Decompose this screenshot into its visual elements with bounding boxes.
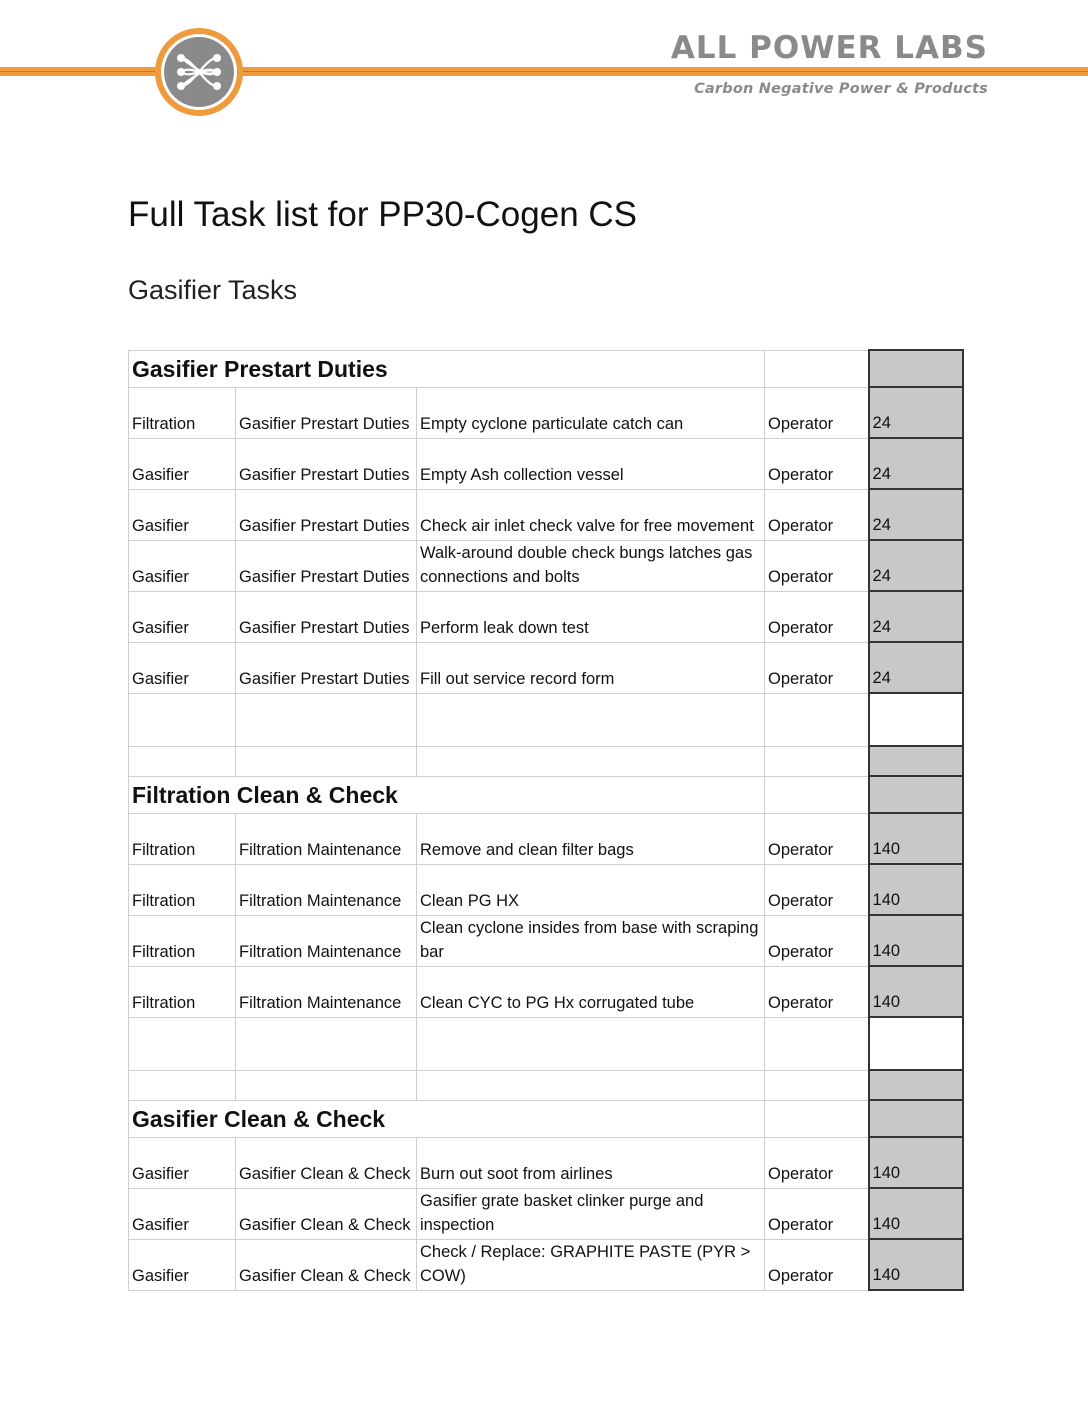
table-row (129, 540, 963, 591)
hours-cell: 24 (869, 387, 963, 438)
task-cell: Check / Replace: GRAPHITE PASTE (PYR > COW) (417, 1239, 765, 1290)
hours-cell (869, 746, 963, 776)
group-hours-cell (869, 776, 963, 813)
table-row (129, 438, 963, 489)
task-cell: Remove and clean filter bags (417, 813, 765, 864)
task-table (128, 349, 964, 1291)
table-row (129, 1137, 963, 1188)
role-cell: Operator (765, 915, 869, 966)
area-cell: Filtration (129, 966, 236, 1017)
area-cell: Gasifier (129, 489, 236, 540)
task-cell: Clean PG HX (417, 864, 765, 915)
group-hours-cell (869, 1100, 963, 1137)
task-cell: Fill out service record form (417, 642, 765, 693)
task-cell: Check air inlet check valve for free movement (417, 489, 765, 540)
hours-cell: 24 (869, 642, 963, 693)
hours-cell-blank (869, 1017, 963, 1070)
spacer-row (129, 746, 963, 776)
area-cell: Filtration (129, 387, 236, 438)
hours-cell: 140 (869, 1188, 963, 1239)
area-cell: Filtration (129, 864, 236, 915)
all-power-labs-logo-icon (153, 26, 245, 118)
group-role-cell (765, 1100, 869, 1137)
hours-cell-blank (869, 693, 963, 746)
table-row (129, 1188, 963, 1239)
area-cell: Gasifier (129, 1137, 236, 1188)
task-cell: Gasifier grate basket clinker purge and inspection (417, 1188, 765, 1239)
category-cell: Gasifier Clean & Check (236, 1137, 417, 1188)
area-cell: Gasifier (129, 642, 236, 693)
group-title: Gasifier Prestart Duties (129, 350, 765, 387)
group-hours-cell (869, 350, 963, 387)
area-cell: Gasifier (129, 540, 236, 591)
task-cell: Burn out soot from airlines (417, 1137, 765, 1188)
hours-cell: 24 (869, 438, 963, 489)
category-cell: Gasifier Clean & Check (236, 1188, 417, 1239)
role-cell: Operator (765, 813, 869, 864)
brand-tagline: Carbon Negative Power & Products (694, 81, 988, 97)
spacer-row (129, 1070, 963, 1100)
role-cell: Operator (765, 1137, 869, 1188)
section-title: Gasifier Tasks (128, 275, 298, 305)
role-cell: Operator (765, 966, 869, 1017)
table-row (129, 864, 963, 915)
role-cell: Operator (765, 438, 869, 489)
group-title: Gasifier Clean & Check (129, 1100, 765, 1137)
role-cell: Operator (765, 591, 869, 642)
area-cell: Filtration (129, 813, 236, 864)
table-row (129, 915, 963, 966)
hours-cell: 140 (869, 915, 963, 966)
document-title: Full Task list for PP30-Cogen CS (128, 195, 638, 234)
category-cell: Gasifier Prestart Duties (236, 591, 417, 642)
group-role-cell (765, 350, 869, 387)
hours-cell: 140 (869, 864, 963, 915)
group-role-cell (765, 776, 869, 813)
task-cell: Clean cyclone insides from base with scraping bar (417, 915, 765, 966)
role-cell: Operator (765, 387, 869, 438)
area-cell: Gasifier (129, 1239, 236, 1290)
spacer-row (129, 693, 963, 746)
hours-cell: 24 (869, 489, 963, 540)
category-cell: Gasifier Prestart Duties (236, 489, 417, 540)
category-cell: Gasifier Prestart Duties (236, 642, 417, 693)
area-cell: Gasifier (129, 1188, 236, 1239)
task-cell: Walk-around double check bungs latches gas connections and bolts (417, 540, 765, 591)
role-cell: Operator (765, 1239, 869, 1290)
hours-cell: 24 (869, 591, 963, 642)
category-cell: Gasifier Clean & Check (236, 1239, 417, 1290)
role-cell: Operator (765, 864, 869, 915)
hours-cell: 140 (869, 966, 963, 1017)
hours-cell: 140 (869, 1239, 963, 1290)
task-cell: Perform leak down test (417, 591, 765, 642)
table-row (129, 813, 963, 864)
category-cell: Filtration Maintenance (236, 813, 417, 864)
category-cell: Filtration Maintenance (236, 915, 417, 966)
table-row (129, 1239, 963, 1290)
task-cell: Empty Ash collection vessel (417, 438, 765, 489)
hours-cell: 140 (869, 813, 963, 864)
category-cell: Gasifier Prestart Duties (236, 387, 417, 438)
table-row (129, 642, 963, 693)
group-header-row (129, 1100, 963, 1137)
area-cell: Gasifier (129, 438, 236, 489)
table-row (129, 387, 963, 438)
role-cell: Operator (765, 540, 869, 591)
group-header-row (129, 350, 963, 387)
category-cell: Filtration Maintenance (236, 864, 417, 915)
hours-cell (869, 1070, 963, 1100)
area-cell: Gasifier (129, 591, 236, 642)
table-row (129, 591, 963, 642)
category-cell: Filtration Maintenance (236, 966, 417, 1017)
group-title: Filtration Clean & Check (129, 776, 765, 813)
hours-cell: 140 (869, 1137, 963, 1188)
task-cell: Clean CYC to PG Hx corrugated tube (417, 966, 765, 1017)
hours-cell: 24 (869, 540, 963, 591)
category-cell: Gasifier Prestart Duties (236, 438, 417, 489)
task-cell: Empty cyclone particulate catch can (417, 387, 765, 438)
category-cell: Gasifier Prestart Duties (236, 540, 417, 591)
table-row (129, 966, 963, 1017)
role-cell: Operator (765, 1188, 869, 1239)
brand-name: ALL POWER LABS (670, 30, 988, 66)
area-cell: Filtration (129, 915, 236, 966)
group-header-row (129, 776, 963, 813)
spacer-row (129, 1017, 963, 1070)
table-row (129, 489, 963, 540)
role-cell: Operator (765, 489, 869, 540)
role-cell: Operator (765, 642, 869, 693)
